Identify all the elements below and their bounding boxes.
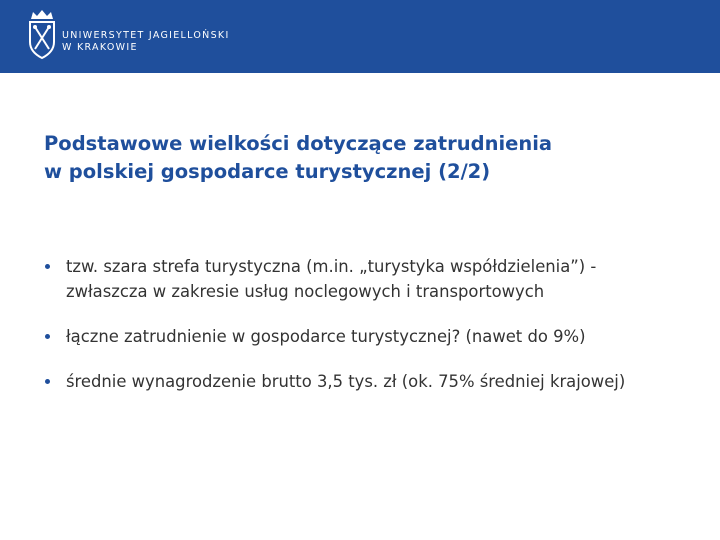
header-bar	[0, 0, 720, 73]
slide-title-line1: Podstawowe wielkości dotyczące zatrudnienia	[44, 132, 553, 155]
bullet-line: zwłaszcza w zakresie usług noclegowych i transportowych	[66, 282, 545, 301]
university-name	[62, 30, 230, 54]
bullet-dot-icon	[45, 334, 50, 339]
bullet-line: średnie wynagrodzenie brutto 3,5 tys. zł (ok. 75% średniej krajowej)	[66, 372, 626, 391]
bullet-dot-icon	[45, 264, 50, 269]
university-crest-icon	[28, 9, 56, 65]
university-name-line1: UNIWERSYTET JAGIELLOŃSKI	[62, 30, 230, 41]
slide-title-line2: w polskiej gospodarce turystycznej (2/2)	[44, 160, 491, 183]
bullet-line: łączne zatrudnienie w gospodarce turystycznej? (nawet do 9%)	[66, 327, 586, 346]
university-name-line2: W KRAKOWIE	[62, 42, 138, 53]
university-logo	[28, 9, 228, 65]
bullet-item-total-employment	[44, 324, 694, 349]
bullet-item-average-salary	[44, 369, 694, 394]
bullet-line: tzw. szara strefa turystyczna (m.in. „turystyka współdzielenia”) -	[66, 257, 597, 276]
slide-title	[44, 130, 684, 186]
bullet-list	[44, 254, 694, 414]
bullet-item-gray-zone	[44, 254, 694, 304]
bullet-dot-icon	[45, 379, 50, 384]
